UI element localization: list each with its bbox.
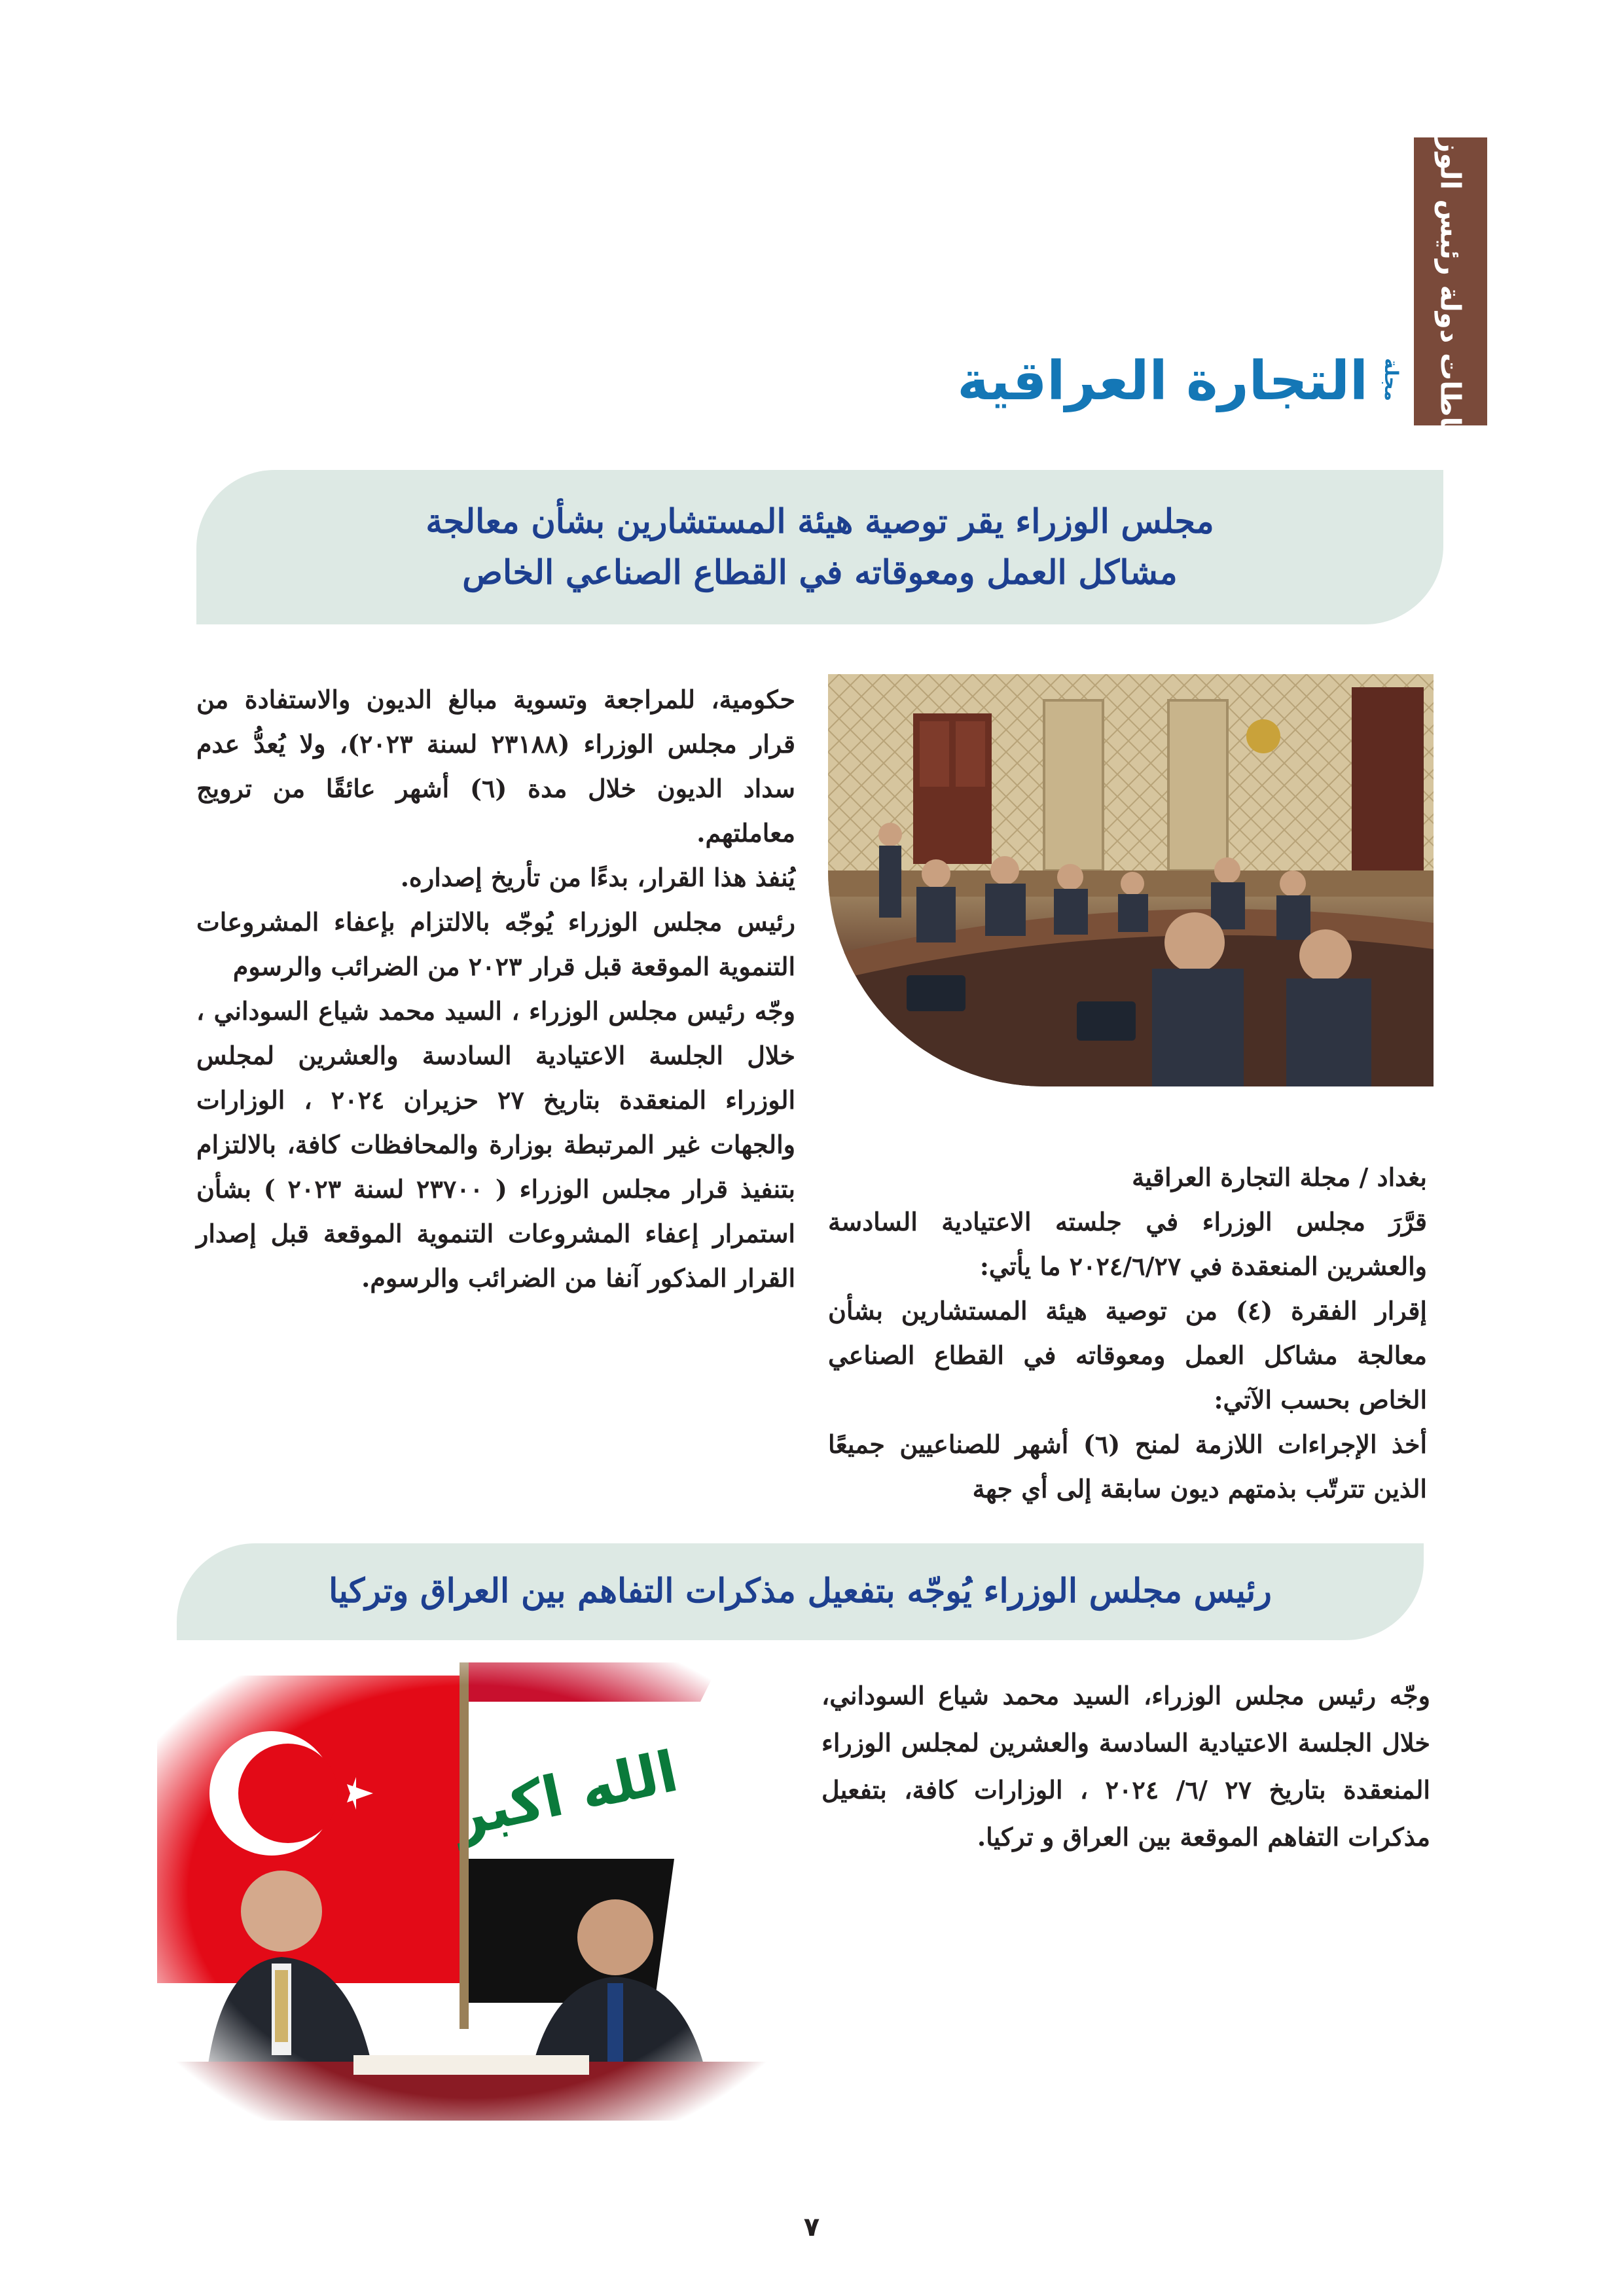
article-1-headline-band [196, 470, 1443, 624]
article-1-left-column [196, 677, 795, 1300]
article-2-headline: رئيس مجلس الوزراء يُوجّه بتفعيل مذكرات التفاهم بين العراق وتركيا [329, 1571, 1272, 1611]
cabinet-meeting-illustration [828, 674, 1434, 1086]
article-1-paragraph: قرَّرَ مجلس الوزراء في جلسته الاعتيادية السادسة والعشرين المنعقدة في ٢٠٢٤/٦/٢٧ ما يأتي: [828, 1207, 1427, 1281]
magazine-logo-prefix: مجلة [1380, 358, 1402, 401]
article-1-paragraph: يُنفذ هذا القرار، بدءًا من تأريخ إصداره. [400, 863, 795, 892]
page-number: ٧ [803, 2212, 820, 2242]
article-1-paragraph: حكومية، للمراجعة وتسوية مبالغ الديون والاستفادة من قرار مجلس الوزراء (٢٣١٨٨ لسنة ٢٠٢٣)، ولا يُعدُّ عدم سداد الديون خلال مدة (٦) أشهر عائقًا من ترويج معاملتهم. [196, 685, 796, 848]
signing-ceremony-illustration [157, 1662, 785, 2121]
article-1-subheading: رئيس مجلس الوزراء يُوجّه بالالتزام بإعفاء المشروعات التنموية الموقعة قبل قرار ٢٠٢٣ من الضرائب والرسوم [196, 907, 795, 981]
section-tab-label: نشاطات دولة رئيس الوزراء [1434, 98, 1467, 465]
cabinet-meeting-photo [828, 674, 1434, 1086]
section-tab [1414, 98, 1487, 465]
signing-ceremony-photo [157, 1662, 785, 2121]
article-1-paragraph: إقرار الفقرة (٤) من توصية هيئة المستشارين بشأن معالجة مشاكل العمل ومعوقاته في القطاع الصناعي الخاص بحسب الآتي: [828, 1296, 1427, 1414]
article-2-body [821, 1672, 1430, 1861]
article-1-headline-line-2: مشاكل العمل ومعوقاته في القطاع الصناعي الخاص [462, 553, 1178, 592]
magazine-logo [957, 350, 1414, 422]
article-1-paragraph: وجّه رئيس مجلس الوزراء ، السيد محمد شياع السوداني ، خلال الجلسة الاعتيادية السادسة والعشرين لمجلس الوزراء المنعقدة بتاريخ ٢٧ حزيران ٢٠٢٤ ، الوزارات والجهات غير المرتبطة بوزارة والمحافظات كافة، بالالتزام بتنفيذ قرار مجلس الوزراء ( ٢٣٧٠٠ لسنة ٢٠٢٣ ) بشأن استمرار إعفاء المشروعات التنموية الموقعة قبل إصدار القرار المذكور آنفا من الضرائب والرسوم. [196, 996, 795, 1293]
article-1-paragraph: أخذ الإجراءات اللازمة لمنح (٦) أشهر للصناعيين جميعًا الذين تترتّب بذمتهم ديون سابقة إلى أي جهة [828, 1429, 1428, 1503]
article-2-paragraph: وجّه رئيس مجلس الوزراء، السيد محمد شياع السوداني، خلال الجلسة الاعتيادية السادسة والعشرين لمجلس الوزراء المنعقدة بتاريخ ٢٧ /٦/ ٢٠٢٤ ، الوزارات كافة، بتفعيل مذكرات التفاهم الموقعة بين العراق و تركيا. [821, 1681, 1430, 1852]
article-1-headline-line-1: مجلس الوزراء يقر توصية هيئة المستشارين بشأن معالجة [425, 502, 1214, 541]
article-1-right-column [828, 1155, 1427, 1511]
magazine-logo-title: التجارة العراقية [957, 350, 1368, 412]
dateline: بغداد / مجلة التجارة العراقية [1132, 1162, 1427, 1192]
article-2-headline-band [177, 1543, 1424, 1640]
